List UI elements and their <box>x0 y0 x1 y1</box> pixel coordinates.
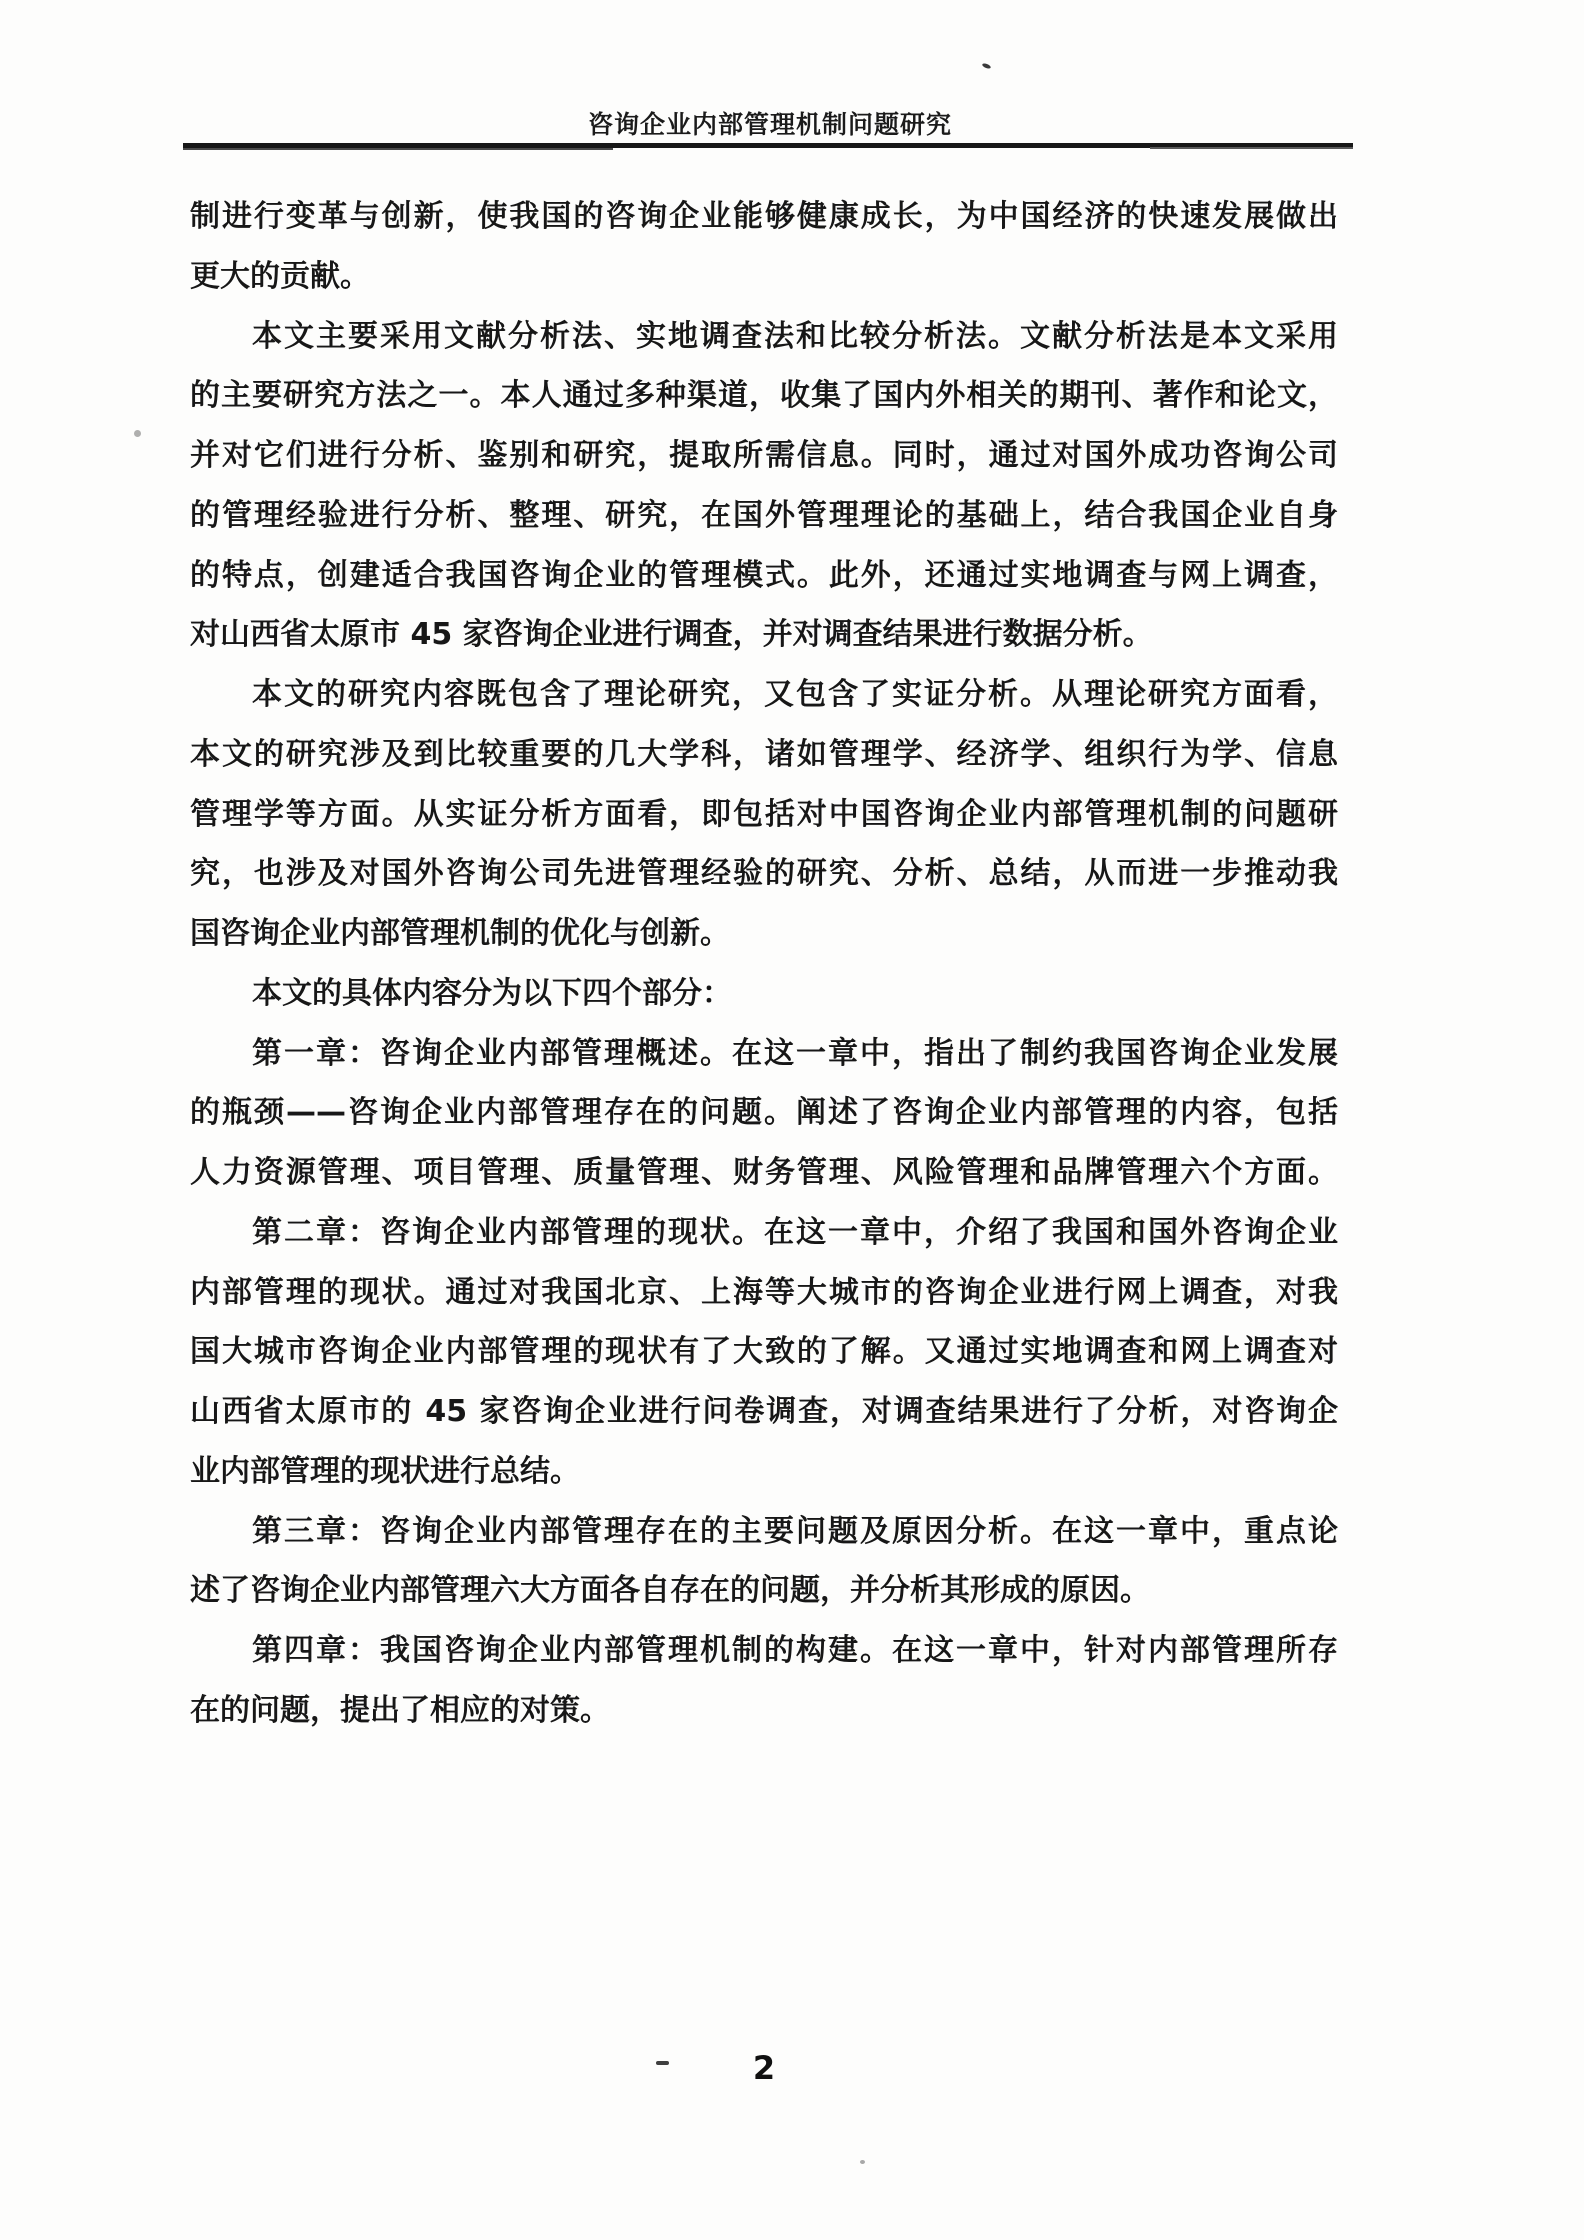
scan-artifact-left-margin <box>134 430 141 437</box>
text-line: 本文的研究涉及到比较重要的几大学科，诸如管理学、经济学、组织行为学、信息 <box>190 736 1338 772</box>
text-line: 在的问题，提出了相应的对策。 <box>190 1692 610 1728</box>
text-line: 本文主要采用文献分析法、实地调查法和比较分析法。文献分析法是本文采用 <box>252 318 1338 354</box>
running-title: 咨询企业内部管理机制问题研究 <box>588 110 953 139</box>
text-line: 本文的研究内容既包含了理论研究，又包含了实证分析。从理论研究方面看， <box>252 677 1338 712</box>
text-line: 的特点，创建适合我国咨询企业的管理模式。此外，还通过实地调查与网上调查， <box>190 557 1338 593</box>
text-line: 第四章：我国咨询企业内部管理机制的构建。在这一章中，针对内部管理所存 <box>252 1633 1338 1668</box>
text-line: 本文的具体内容分为以下四个部分： <box>252 975 732 1011</box>
text-line: 管理学等方面。从实证分析方面看，即包括对中国咨询企业内部管理机制的问题研 <box>190 796 1338 832</box>
text-line: 的主要研究方法之一。本人通过多种渠道，收集了国内外相关的期刊、著作和论文， <box>190 378 1338 414</box>
header-rule-smudge <box>183 148 613 150</box>
text-line: 的管理经验进行分析、整理、研究，在国外管理理论的基础上，结合我国企业自身 <box>190 497 1338 533</box>
text-line: 更大的贡献。 <box>190 258 370 294</box>
text-line: 对山西省太原市 45 家咨询企业进行调查，并对调查结果进行数据分析。 <box>190 617 1153 653</box>
text-line: 究，也涉及对国外咨询公司先进管理经验的研究、分析、总结，从而进一步推动我 <box>190 856 1338 892</box>
text-line: 制进行变革与创新，使我国的咨询企业能够健康成长，为中国经济的快速发展做出 <box>190 199 1338 234</box>
scan-artifact-bottom <box>860 2160 865 2164</box>
text-line: 第三章：咨询企业内部管理存在的主要问题及原因分析。在这一章中，重点论 <box>252 1513 1338 1549</box>
text-line: 国大城市咨询企业内部管理的现状有了大致的了解。又通过实地调查和网上调查对 <box>190 1334 1338 1370</box>
text-line: 内部管理的现状。通过对我国北京、上海等大城市的咨询企业进行网上调查，对我 <box>190 1274 1338 1310</box>
text-line: 并对它们进行分析、鉴别和研究，提取所需信息。同时，通过对国外成功咨询公司 <box>190 438 1338 473</box>
text-line: 第一章：咨询企业内部管理概述。在这一章中，指出了制约我国咨询企业发展 <box>252 1035 1338 1071</box>
text-line: 业内部管理的现状进行总结。 <box>190 1453 580 1489</box>
scan-artifact-top <box>982 62 992 69</box>
text-line: 国咨询企业内部管理机制的优化与创新。 <box>190 916 730 951</box>
text-line: 的瓶颈——咨询企业内部管理存在的问题。阐述了咨询企业内部管理的内容，包括 <box>190 1095 1338 1131</box>
scan-artifact-footer-dash <box>656 2061 669 2065</box>
text-line: 述了咨询企业内部管理六大方面各自存在的问题，并分析其形成的原因。 <box>190 1573 1150 1609</box>
text-line: 第二章：咨询企业内部管理的现状。在这一章中，介绍了我国和国外咨询企业 <box>252 1214 1338 1250</box>
text-line: 山西省太原市的 45 家咨询企业进行问卷调查，对调查结果进行了分析，对咨询企 <box>190 1394 1338 1429</box>
header-rule-smudge-right <box>1150 147 1353 149</box>
text-line: 人力资源管理、项目管理、质量管理、财务管理、风险管理和品牌管理六个方面。 <box>190 1155 1338 1190</box>
body-text <box>190 187 1338 1741</box>
page-number: 2 <box>752 2049 776 2087</box>
